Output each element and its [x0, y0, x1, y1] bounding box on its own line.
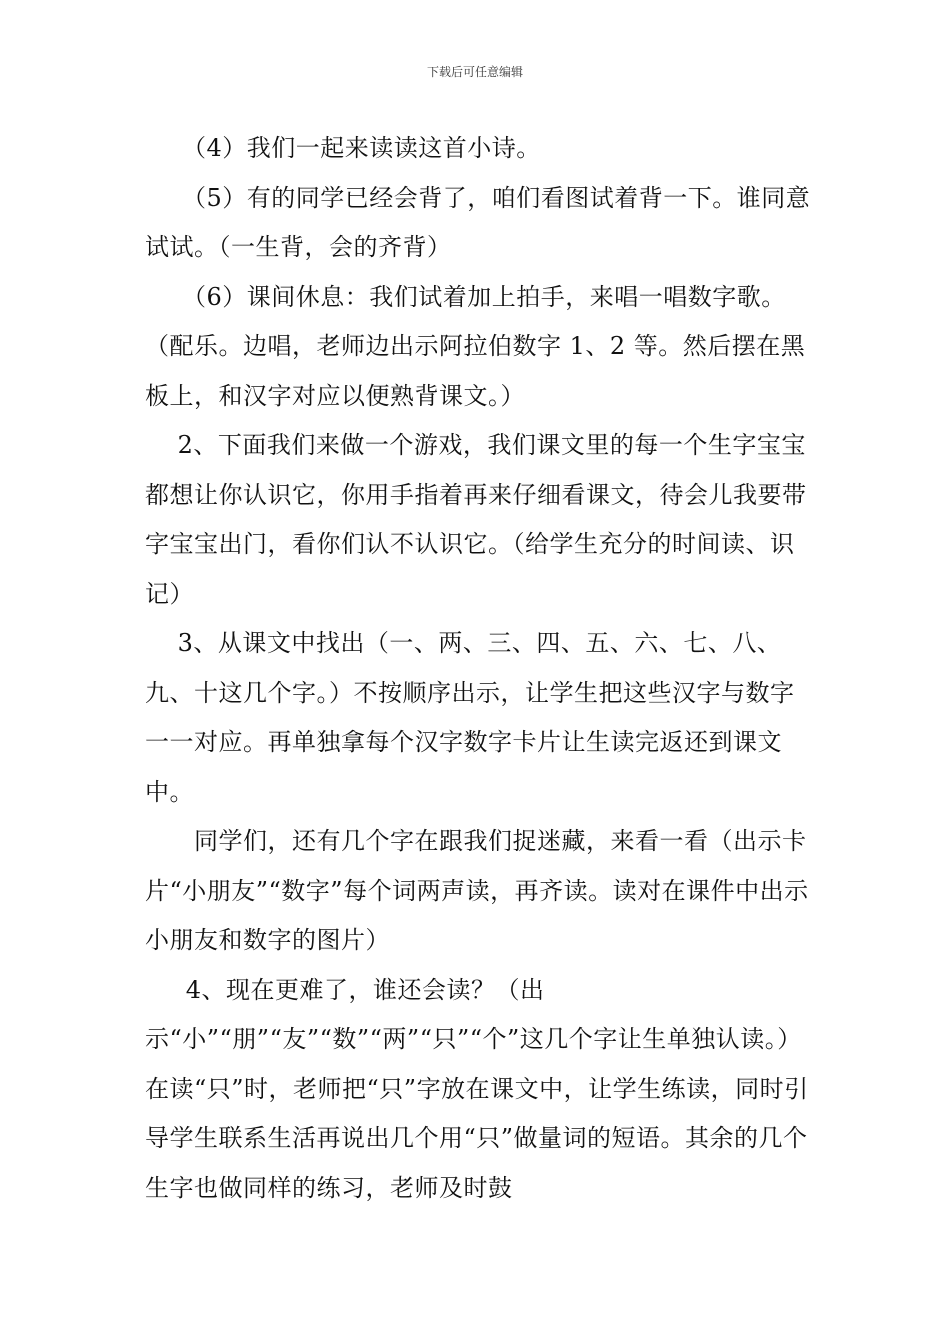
paragraph-hide-and-seek: 同学们，还有几个字在跟我们捉迷藏，来看一看（出示卡片“小朋友”“数字”每个词两声读，再齐读。读对在课件中出示小朋友和数字的图片）: [145, 827, 809, 954]
page-header: 下载后可任意编辑: [426, 65, 523, 79]
paragraph-game: 2、下面我们来做一个游戏，我们课文里的每一个生字宝宝都想让你认识它，你用手指着再来仔细看课文，待会儿我要带字宝宝出门，看你们认不认识它。（给学生充分的时间读、识记）: [145, 431, 807, 608]
paragraph-step-5: （5）有的同学已经会背了，咱们看图试着背一下。谁同意试试。（一生背，会的齐背）: [145, 183, 811, 261]
paragraph-find-characters: 3、从课文中找出（一、两、三、四、五、六、七、八、九、十这几个字。）不按顺序出示，让学生把这些汉字与数字一一对应。再单独拿每个汉字数字卡片让生读完返还到课文中。: [145, 629, 795, 806]
paragraph-step-4: （4）我们一起来读读这首小诗。: [145, 134, 541, 162]
document-body: [145, 124, 815, 1213]
paragraph-step-6: （6）课间休息：我们试着加上拍手，来唱一唱数字歌。（配乐。边唱，老师边出示阿拉伯数字 1、2 等。然后摆在黑板上，和汉字对应以便熟背课文。）: [145, 282, 806, 410]
paragraph-harder-reading: 4、现在更难了，谁还会读？（出示“小”“朋”“友”“数”“两”“只”“个”这几个字让生单独认读。）在读“只”时，老师把“只”字放在课文中，让学生练读，同时引导学生联系生活再说出几个用“只”做量词的短语。其余的几个生字也做同样的练习，老师及时鼓: [145, 975, 809, 1202]
